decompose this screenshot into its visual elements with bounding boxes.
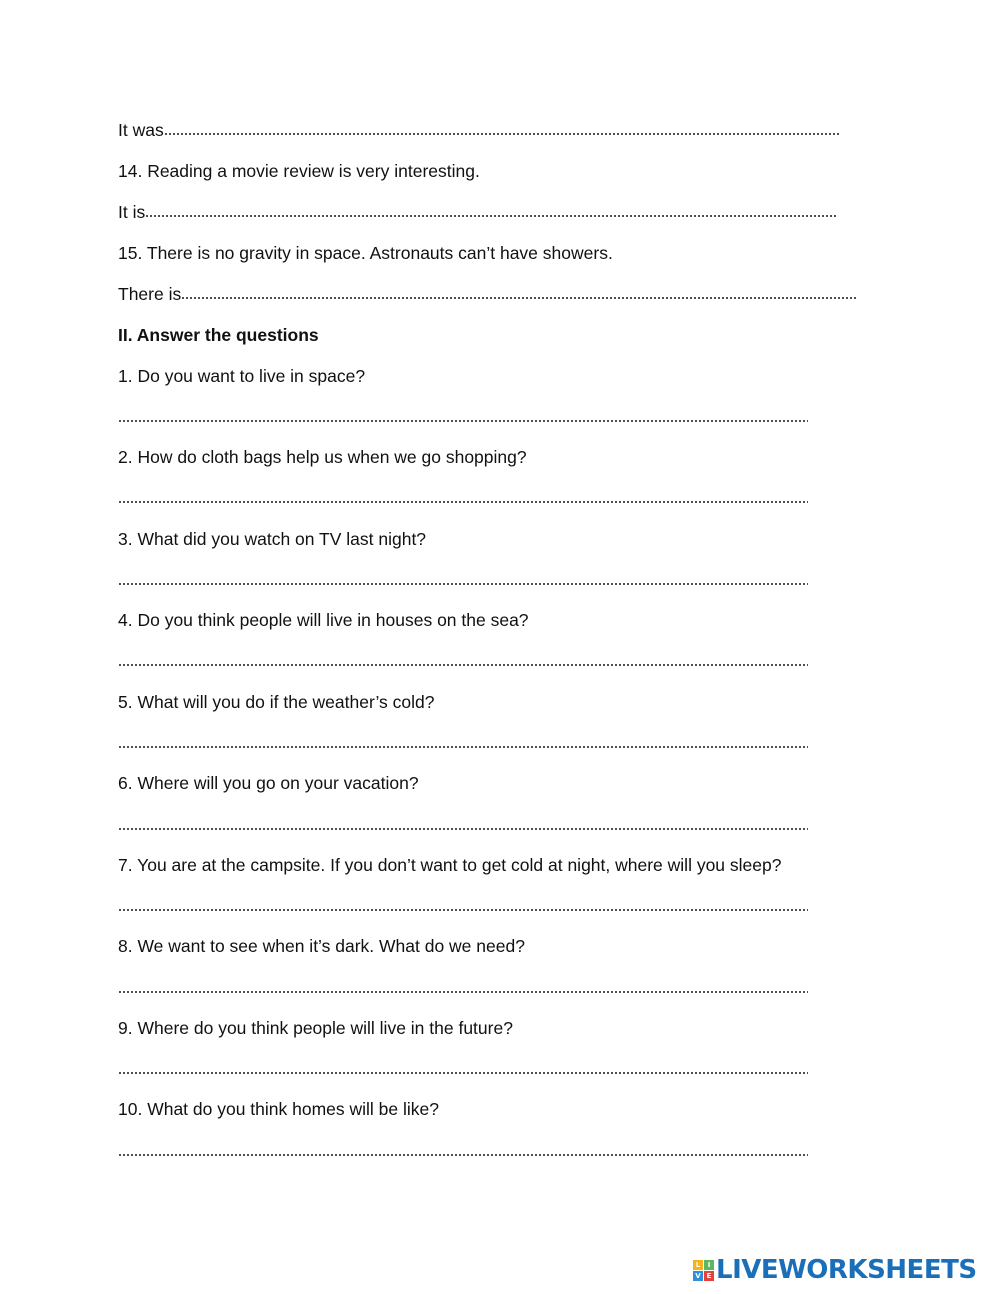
question-5: 5. What will you do if the weather’s cold? (118, 692, 435, 712)
logo-block: I (704, 1260, 714, 1270)
rewrite-prefix: There is (118, 284, 182, 304)
rewrite-line-it-is (118, 201, 837, 223)
logo-block: E (704, 1271, 714, 1281)
question-7: 7. You are at the campsite. If you don’t want to get cold at night, where will you sleep? (118, 855, 782, 875)
answer-line-3[interactable] (118, 582, 808, 586)
answer-dots[interactable] (164, 132, 840, 136)
question-8: 8. We want to see when it’s dark. What do we need? (118, 936, 525, 956)
question-2: 2. How do cloth bags help us when we go shopping? (118, 447, 527, 467)
answer-line-4[interactable] (118, 663, 808, 667)
question-9: 9. Where do you think people will live in the future? (118, 1018, 513, 1038)
answer-dots[interactable] (145, 214, 837, 218)
question-3: 3. What did you watch on TV last night? (118, 529, 427, 549)
answer-line-1[interactable] (118, 419, 808, 423)
answer-line-8[interactable] (118, 990, 808, 994)
logo-blocks-icon (693, 1260, 714, 1281)
answer-line-7[interactable] (118, 908, 808, 912)
liveworksheets-logo (693, 1256, 977, 1284)
question-1: 1. Do you want to live in space? (118, 366, 366, 386)
question-6: 6. Where will you go on your vacation? (118, 773, 419, 793)
question-4: 4. Do you think people will live in houses on the sea? (118, 610, 529, 630)
answer-line-2[interactable] (118, 500, 808, 504)
rewrite-line-there-is (118, 283, 857, 305)
rewrite-line-it-was (118, 119, 840, 141)
question-10: 10. What do you think homes will be like? (118, 1099, 439, 1119)
answer-line-6[interactable] (118, 827, 808, 831)
answer-line-9[interactable] (118, 1071, 808, 1075)
answer-line-10[interactable] (118, 1153, 808, 1157)
logo-text: LIVEWORKSHEETS (716, 1255, 977, 1285)
section-heading: II. Answer the questions (118, 325, 319, 345)
answer-dots[interactable] (181, 296, 857, 300)
answer-line-5[interactable] (118, 745, 808, 749)
logo-block: V (693, 1271, 703, 1281)
rewrite-prefix: It is (118, 202, 146, 222)
rewrite-prefix: It was (118, 120, 164, 140)
question-14: 14. Reading a movie review is very interesting. (118, 161, 480, 181)
question-15: 15. There is no gravity in space. Astronauts can’t have showers. (118, 243, 613, 263)
logo-block: L (693, 1260, 703, 1270)
